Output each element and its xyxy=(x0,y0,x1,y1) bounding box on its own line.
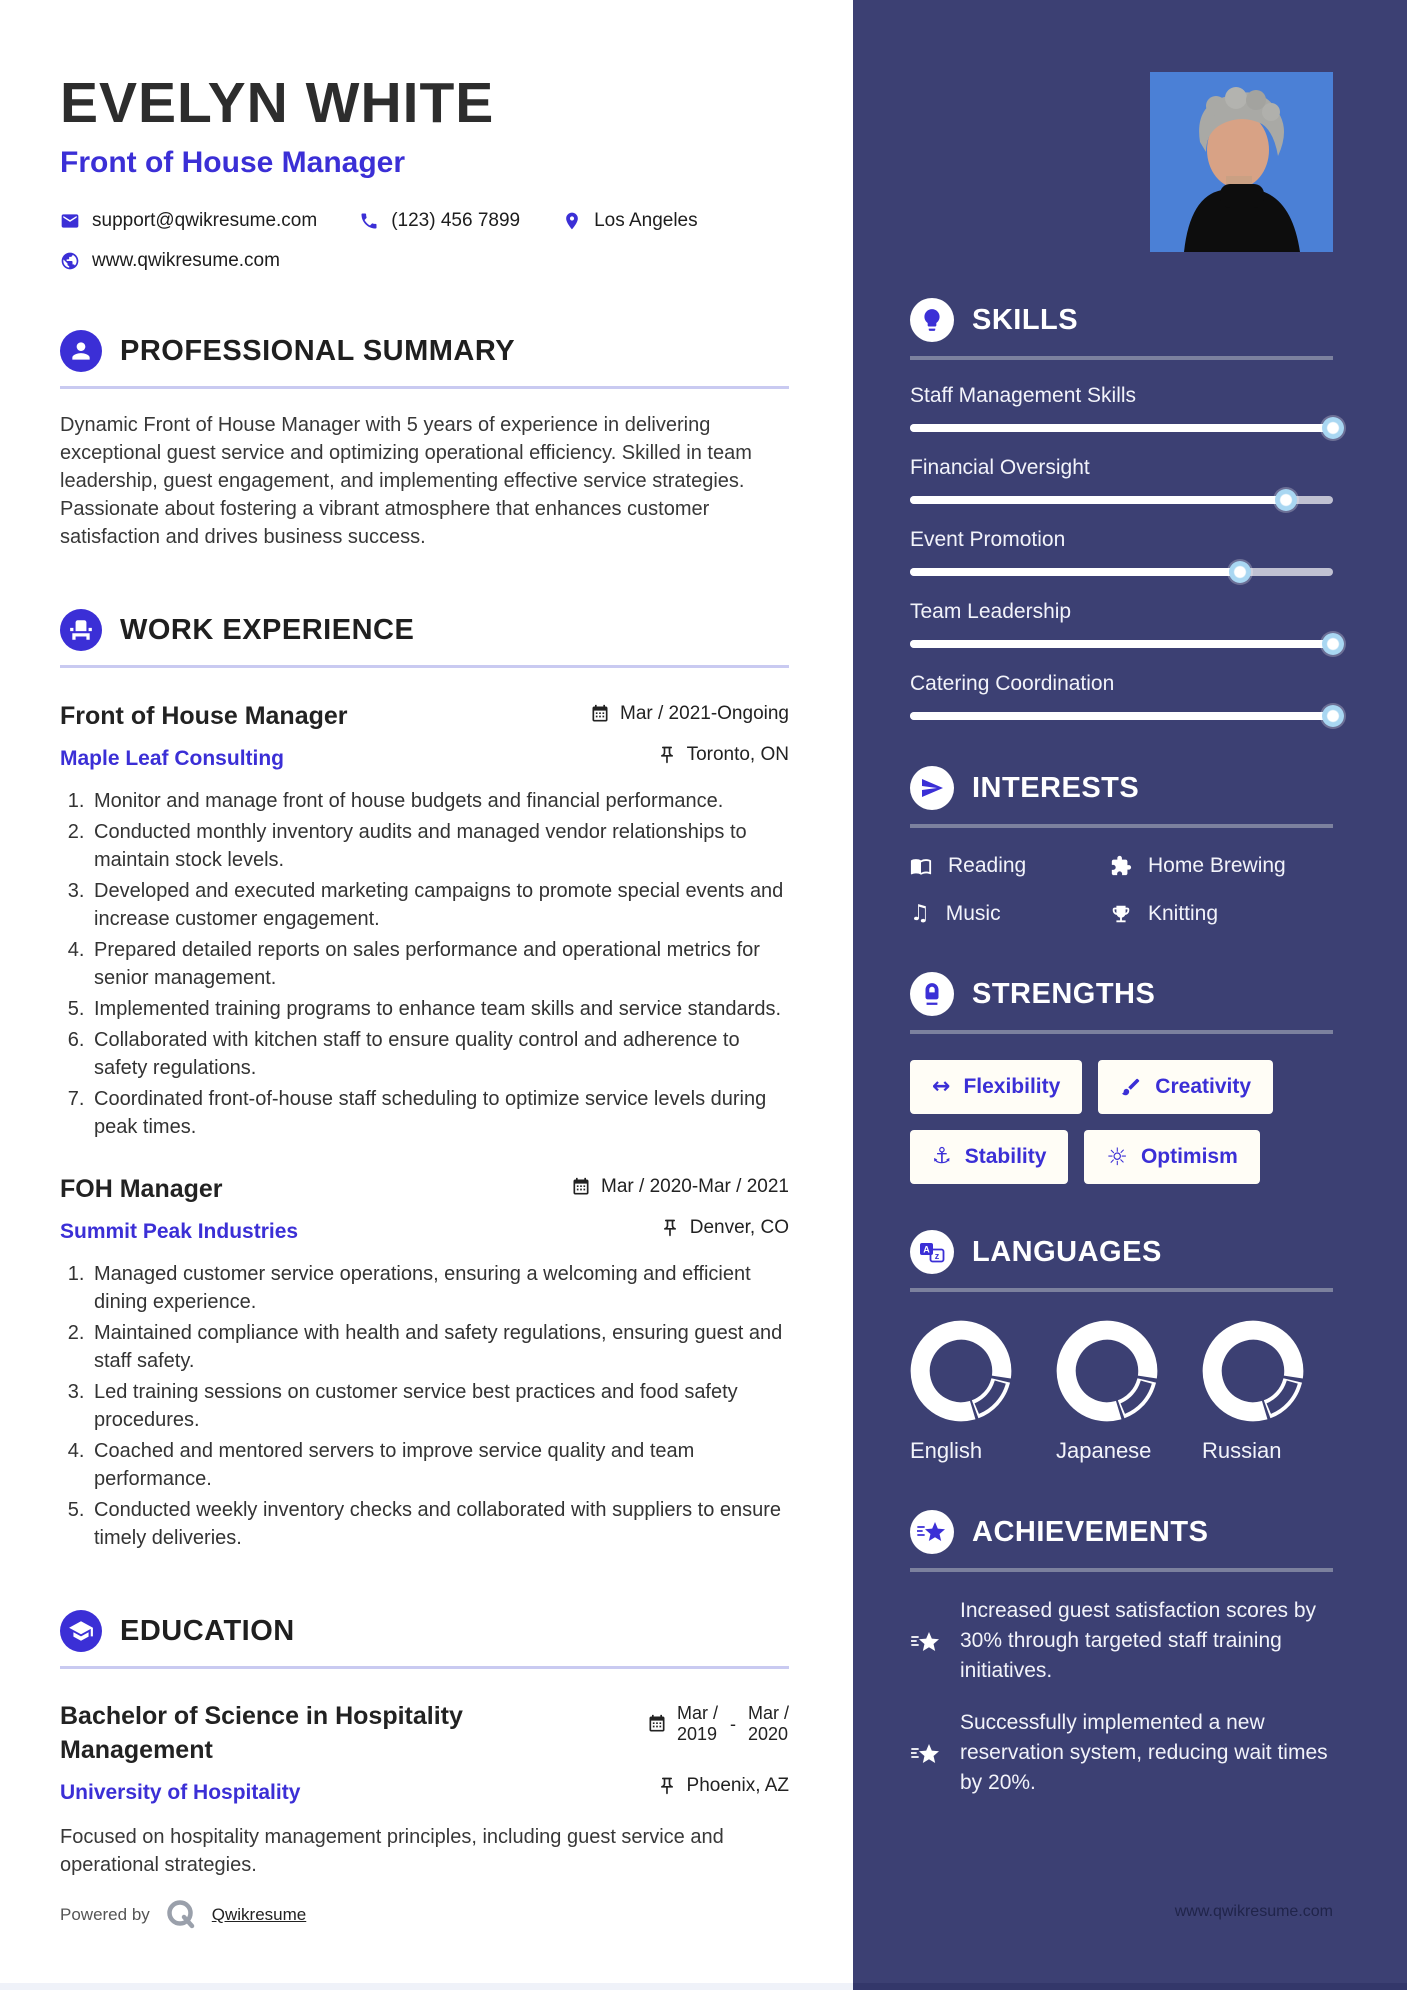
languages-list xyxy=(910,1320,1333,1464)
shooting-star-icon xyxy=(910,1598,942,1686)
email-icon xyxy=(60,211,80,231)
candidate-title: Front of House Manager xyxy=(60,146,406,179)
strength-badge xyxy=(1098,1060,1273,1114)
arrows-icon: ↔ xyxy=(932,1074,951,1099)
skill-row xyxy=(910,672,1333,720)
job-dates-value: Mar / 2020-Mar / 2021 xyxy=(601,1176,789,1197)
achievement-item xyxy=(910,1708,1333,1798)
bottom-strip xyxy=(853,1983,1407,1990)
interest-label: Home Brewing xyxy=(1148,854,1286,877)
interests-section xyxy=(910,766,1333,926)
job-dates xyxy=(571,1176,789,1198)
skill-slider[interactable] xyxy=(910,568,1333,576)
svg-text:A: A xyxy=(923,1244,930,1255)
skill-row xyxy=(910,384,1333,432)
lightbulb-icon xyxy=(910,298,954,342)
skill-label: Team Leadership xyxy=(910,600,1072,623)
strength-label: Stability xyxy=(964,1145,1047,1168)
interest-label: Music xyxy=(945,902,1001,925)
achievements-section-header xyxy=(910,1510,1333,1554)
powered-by xyxy=(60,1898,306,1932)
contact-value: Los Angeles xyxy=(594,210,698,231)
skill-slider-fill xyxy=(910,496,1286,504)
skill-slider-fill xyxy=(910,568,1240,576)
office-chair-icon xyxy=(60,609,102,651)
job-dates-value: Mar / 2021-Ongoing xyxy=(620,703,789,724)
location-icon xyxy=(562,211,582,231)
skill-slider-fill xyxy=(910,424,1333,432)
anchor-icon: ⚓ xyxy=(932,1144,952,1169)
calendar-icon xyxy=(590,704,610,724)
skill-slider-thumb[interactable] xyxy=(1229,561,1251,583)
experience-section-header xyxy=(60,609,789,651)
section-divider xyxy=(60,1666,789,1669)
pin-icon xyxy=(657,1776,677,1796)
skills-list xyxy=(910,384,1333,720)
education-end-date: Mar / 2020 xyxy=(747,1703,789,1744)
job-location-value: Denver, CO xyxy=(689,1217,789,1238)
job-entry xyxy=(60,1175,789,1552)
summary-section-title: PROFESSIONAL SUMMARY xyxy=(120,334,516,367)
achievements-section xyxy=(910,1510,1333,1798)
puzzle-icon xyxy=(1110,855,1132,877)
skill-slider-fill xyxy=(910,712,1333,720)
phone-icon xyxy=(359,211,379,231)
skill-slider[interactable] xyxy=(910,712,1333,720)
section-divider xyxy=(910,1030,1333,1034)
job-bullet: 1. Monitor and manage front of house budgets and financial performance. xyxy=(90,787,789,815)
job-bullet: 5. Implemented training programs to enhance team skills and service standards. xyxy=(90,995,789,1023)
skill-label: Financial Oversight xyxy=(910,456,1090,479)
skill-row xyxy=(910,456,1333,504)
job-role: Front of House Manager xyxy=(60,702,348,730)
languages-section xyxy=(910,1230,1333,1464)
job-bullet: 7. Coordinated front-of-house staff scheduling to optimize service levels during peak times. xyxy=(90,1085,789,1141)
experience-section-title: WORK EXPERIENCE xyxy=(120,613,415,646)
music-note-icon: ♫ xyxy=(910,901,930,926)
section-divider xyxy=(60,386,789,389)
interest-item xyxy=(910,854,1110,878)
strengths-section xyxy=(910,972,1333,1184)
paper-plane-icon xyxy=(910,766,954,810)
language-item xyxy=(910,1320,1012,1464)
profile-photo xyxy=(1150,72,1333,252)
job-bullet: 4. Coached and mentored servers to improve service quality and team performance. xyxy=(90,1437,789,1493)
contact-item xyxy=(562,210,698,232)
job-bullet-list xyxy=(60,787,789,1141)
education-dates xyxy=(647,1703,789,1745)
book-icon xyxy=(910,855,932,877)
job-bullet: 3. Led training sessions on customer service best practices and food safety procedures. xyxy=(90,1378,789,1434)
contact-value: (123) 456 7899 xyxy=(391,210,521,231)
strengths-section-title: STRENGTHS xyxy=(972,977,1156,1010)
strength-badge xyxy=(1084,1130,1259,1184)
qwikresume-link[interactable]: Qwikresume xyxy=(211,1905,307,1924)
interest-label: Reading xyxy=(948,854,1027,877)
school-link[interactable]: University of Hospitality xyxy=(60,1781,301,1804)
achievement-item xyxy=(910,1596,1333,1686)
qwikresume-logo-icon xyxy=(164,1898,198,1932)
language-donut-chart xyxy=(1056,1320,1158,1422)
section-divider xyxy=(60,665,789,668)
skills-section-title: SKILLS xyxy=(972,303,1079,336)
job-bullet: 1. Managed customer service operations, ensuring a welcoming and efficient dining experience. xyxy=(90,1260,789,1316)
skill-label: Staff Management Skills xyxy=(910,384,1137,407)
skills-section-header xyxy=(910,298,1333,342)
section-divider xyxy=(910,356,1333,360)
skill-slider-thumb[interactable] xyxy=(1322,417,1344,439)
skills-section xyxy=(910,298,1333,720)
education-entry-main xyxy=(60,1699,520,1805)
summary-text: Dynamic Front of House Manager with 5 years of experience in delivering exceptional guest service and optimizing operational efficiency. Skilled in team leadership, guest engagement, and implementing effective service strategies. Passionate about fostering a vibrant atmosphere that enhances customer satisfaction and drives business success. xyxy=(60,414,752,548)
job-dates xyxy=(590,703,789,725)
achievements-section-title: ACHIEVEMENTS xyxy=(972,1515,1209,1548)
strengths-section-header xyxy=(910,972,1333,1016)
date-dash: - xyxy=(729,1713,736,1734)
languages-section-title: LANGUAGES xyxy=(972,1235,1162,1268)
paintbrush-icon xyxy=(1120,1076,1142,1098)
job-subheader-row xyxy=(60,737,789,771)
job-subheader-row xyxy=(60,1210,789,1244)
education-location xyxy=(657,1775,789,1797)
candidate-name: EVELYN WHITE xyxy=(60,71,495,135)
sidebar-footer-url: www.qwikresume.com xyxy=(1174,1903,1333,1920)
strength-badge xyxy=(910,1060,1082,1114)
job-role: FOH Manager xyxy=(60,1175,223,1203)
company-link[interactable]: Maple Leaf Consulting xyxy=(60,747,285,770)
education-start-date: Mar / 2019 xyxy=(676,1703,718,1744)
language-item xyxy=(1056,1320,1158,1464)
education-entry-meta xyxy=(647,1699,789,1805)
contact-info xyxy=(60,210,789,272)
contact-item xyxy=(359,210,520,232)
language-donut-chart xyxy=(1202,1320,1304,1422)
trophy-icon xyxy=(1110,903,1132,925)
strength-label: Flexibility xyxy=(963,1075,1061,1098)
skill-row xyxy=(910,600,1333,648)
job-bullet: 6. Collaborated with kitchen staff to ensure quality control and adherence to safety regulations. xyxy=(90,1026,789,1082)
job-header-row xyxy=(60,702,789,731)
languages-section-header xyxy=(910,1230,1333,1274)
fist-icon xyxy=(910,972,954,1016)
job-bullet: 2. Maintained compliance with health and safety regulations, ensuring guest and staff safety. xyxy=(90,1319,789,1375)
job-location xyxy=(657,744,789,766)
skill-slider-fill xyxy=(910,640,1333,648)
contact-value[interactable]: support@qwikresume.com xyxy=(92,210,318,231)
section-divider xyxy=(910,824,1333,828)
svg-text:z: z xyxy=(934,1250,940,1261)
language-label: English xyxy=(910,1438,983,1463)
strength-label: Creativity xyxy=(1155,1075,1252,1098)
person-icon xyxy=(60,330,102,372)
job-bullet: 5. Conducted weekly inventory checks and collaborated with suppliers to ensure timely deliveries. xyxy=(90,1496,789,1552)
skill-slider[interactable] xyxy=(910,640,1333,648)
summary-section xyxy=(60,330,789,551)
contact-item xyxy=(60,210,317,232)
contact-row xyxy=(60,250,789,272)
graduation-icon xyxy=(60,1610,102,1652)
interest-item xyxy=(1110,902,1333,926)
bottom-strip xyxy=(0,1983,853,1990)
skill-slider[interactable] xyxy=(910,496,1333,504)
skill-label: Event Promotion xyxy=(910,528,1066,551)
job-bullet: 2. Conducted monthly inventory audits and managed vendor relationships to maintain stock levels. xyxy=(90,818,789,874)
education-section xyxy=(60,1610,789,1879)
job-bullet: 4. Prepared detailed reports on sales performance and operational metrics for senior management. xyxy=(90,936,789,992)
interest-item xyxy=(910,902,1110,926)
section-divider xyxy=(910,1288,1333,1292)
job-bullet: 3. Developed and executed marketing campaigns to promote special events and increase customer engagement. xyxy=(90,877,789,933)
sidebar xyxy=(853,0,1407,1990)
contact-item xyxy=(60,250,280,272)
interests-list xyxy=(910,854,1333,926)
education-description: Focused on hospitality management principles, including guest service and operational strategies. xyxy=(60,1826,724,1876)
degree-name: Bachelor of Science in Hospitality Management xyxy=(60,1702,463,1764)
achievement-text: Increased guest satisfaction scores by 30% through targeted staff training initiatives. xyxy=(960,1599,1317,1682)
education-section-header xyxy=(60,1610,789,1652)
job-entry xyxy=(60,702,789,1141)
translate-icon xyxy=(910,1230,954,1274)
achievements-list xyxy=(910,1596,1333,1798)
achievement-text: Successfully implemented a new reservation system, reducing wait times by 20%. xyxy=(960,1711,1328,1794)
education-location-value: Phoenix, AZ xyxy=(686,1775,789,1796)
job-location-value: Toronto, ON xyxy=(686,744,789,765)
skill-row xyxy=(910,528,1333,576)
powered-by-label: Powered by xyxy=(60,1905,150,1924)
language-item xyxy=(1202,1320,1304,1464)
interest-item xyxy=(1110,854,1333,878)
education-entry xyxy=(60,1699,789,1805)
calendar-icon xyxy=(571,1177,591,1197)
interests-section-header xyxy=(910,766,1333,810)
sun-icon: ☼ xyxy=(1106,1143,1128,1171)
skill-label: Catering Coordination xyxy=(910,672,1115,695)
interests-section-title: INTERESTS xyxy=(972,771,1140,804)
job-location xyxy=(660,1217,789,1239)
company-link[interactable]: Summit Peak Industries xyxy=(60,1220,299,1243)
education-section-title: EDUCATION xyxy=(120,1614,295,1647)
job-bullet-list xyxy=(60,1260,789,1552)
language-donut-chart xyxy=(910,1320,1012,1422)
contact-value[interactable]: www.qwikresume.com xyxy=(92,250,280,271)
experience-section xyxy=(60,609,789,1552)
section-divider xyxy=(910,1568,1333,1572)
skill-slider[interactable] xyxy=(910,424,1333,432)
language-label: Russian xyxy=(1202,1438,1282,1463)
job-header-row xyxy=(60,1175,789,1204)
language-label: Japanese xyxy=(1056,1438,1152,1463)
globe-icon xyxy=(60,251,80,271)
skill-slider-thumb[interactable] xyxy=(1275,489,1297,511)
interest-label: Knitting xyxy=(1148,902,1219,925)
skill-slider-thumb[interactable] xyxy=(1322,633,1344,655)
summary-section-header xyxy=(60,330,789,372)
strength-label: Optimism xyxy=(1140,1145,1238,1168)
contact-row xyxy=(60,210,789,232)
shooting-star-icon xyxy=(910,1510,954,1554)
strengths-list xyxy=(910,1060,1330,1184)
shooting-star-icon xyxy=(910,1710,942,1798)
skill-slider-thumb[interactable] xyxy=(1322,705,1344,727)
pin-icon xyxy=(657,745,677,765)
pin-icon xyxy=(660,1218,680,1238)
strength-badge xyxy=(910,1130,1068,1184)
job-list xyxy=(60,702,789,1552)
calendar-icon xyxy=(647,1714,667,1734)
